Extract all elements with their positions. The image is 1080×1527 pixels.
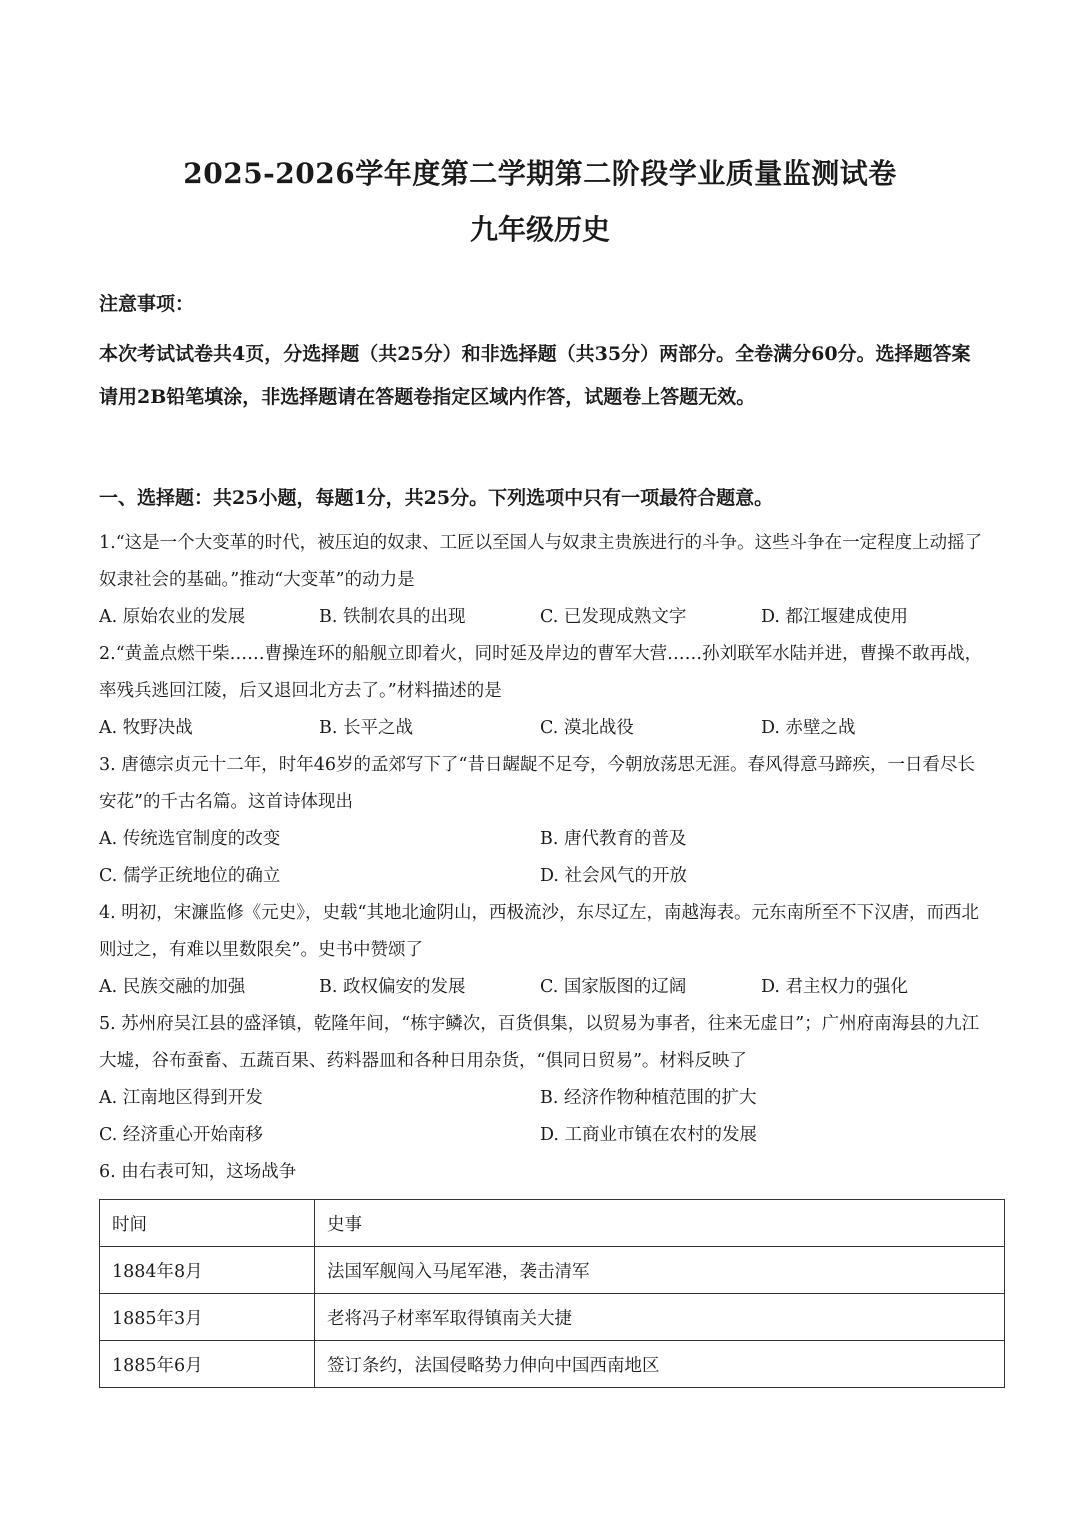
table-cell-time: 1885年6月 xyxy=(100,1341,315,1388)
question-5-option-d: D. 工商业市镇在农村的发展 xyxy=(540,1125,758,1145)
table-row xyxy=(100,1247,1005,1294)
table-cell-time: 1884年8月 xyxy=(100,1247,315,1294)
exam-subtitle: 九年级历史 xyxy=(469,213,610,246)
question-1-options xyxy=(99,599,999,636)
question-1-stem: 1.“这是一个大变革的时代，被压迫的奴隶、工匠以至国人与奴隶主贵族进行的斗争。这些斗争在一定程度上动摇了奴隶社会的基础。”推动“大变革”的动力是 xyxy=(99,533,983,590)
question-5-option-b: B. 经济作物种植范围的扩大 xyxy=(540,1088,757,1108)
question-1-option-c: C. 已发现成熟文字 xyxy=(540,607,687,627)
question-4-option-a: A. 民族交融的加强 xyxy=(99,977,246,997)
question-5-option-a: A. 江南地区得到开发 xyxy=(99,1088,263,1108)
question-2-options xyxy=(99,710,999,747)
question-2-option-a: A. 牧野决战 xyxy=(99,718,193,738)
history-table xyxy=(99,1199,1005,1388)
table-cell-event: 签订条约，法国侵略势力伸向中国西南地区 xyxy=(315,1341,1005,1388)
table-row xyxy=(100,1294,1005,1341)
table-header-time: 时间 xyxy=(100,1200,315,1247)
question-1-option-d: D. 都江堰建成使用 xyxy=(761,607,909,627)
question-5-option-c: C. 经济重心开始南移 xyxy=(99,1125,263,1145)
question-2-option-d: D. 赤壁之战 xyxy=(761,718,856,738)
exam-title: 2025-2026学年度第二学期第二阶段学业质量监测试卷 xyxy=(183,157,897,190)
question-1-option-a: A. 原始农业的发展 xyxy=(99,607,246,627)
question-3-options-row2 xyxy=(99,858,999,895)
section-title: 一、选择题：共25小题，每题1分，共25分。下列选项中只有一项最符合题意。 xyxy=(99,487,774,509)
question-5-stem: 5. 苏州府吴江县的盛泽镇，乾隆年间，“栋宇鳞次，百货俱集，以贸易为事者，往来无虚日”；广州府南海县的九江大墟，谷布蚕畜、五蔬百果、药料器皿和各种日用杂货，“俱同日贸易”。材料反映了 xyxy=(99,1014,980,1071)
table-cell-event: 法国军舰闯入马尾军港，袭击清军 xyxy=(315,1247,1005,1294)
notice-title: 注意事项： xyxy=(99,293,195,315)
question-4-options xyxy=(99,969,999,1006)
notice-body: 本次考试试卷共4页，分选择题（共25分）和非选择题（共35分）两部分。全卷满分60分。选择题答案请用2B铅笔填涂，非选择题请在答题卷指定区域内作答，试题卷上答题无效。 xyxy=(99,343,971,408)
question-5-options-row1 xyxy=(99,1080,999,1117)
table-header-event: 史事 xyxy=(315,1200,1005,1247)
table-cell-time: 1885年3月 xyxy=(100,1294,315,1341)
table-header-row xyxy=(100,1200,1005,1247)
question-6-stem: 6. 由右表可知，这场战争 xyxy=(99,1162,297,1182)
question-3-options-row1 xyxy=(99,821,999,858)
question-4-option-d: D. 君主权力的强化 xyxy=(761,977,909,997)
question-3-stem: 3. 唐德宗贞元十二年，时年46岁的孟郊写下了“昔日龌龊不足夸，今朝放荡思无涯。春风得意马蹄疾，一日看尽长安花”的千古名篇。这首诗体现出 xyxy=(99,755,975,812)
table-cell-event: 老将冯子材率军取得镇南关大捷 xyxy=(315,1294,1005,1341)
question-1-option-b: B. 铁制农具的出现 xyxy=(319,607,466,627)
question-3-option-d: D. 社会风气的开放 xyxy=(540,866,688,886)
question-4-option-c: C. 国家版图的辽阔 xyxy=(540,977,687,997)
question-2-stem: 2.“黄盖点燃干柴……曹操连环的船舰立即着火，同时延及岸边的曹军大营……孙刘联军水陆并进，曹操不敢再战，率残兵逃回江陵，后又退回北方去了。”材料描述的是 xyxy=(99,644,983,701)
question-2-option-c: C. 漠北战役 xyxy=(540,718,634,738)
question-3-option-c: C. 儒学正统地位的确立 xyxy=(99,866,281,886)
question-3-option-a: A. 传统选官制度的改变 xyxy=(99,829,281,849)
question-4-stem: 4. 明初，宋濂监修《元史》，史载“其地北逾阴山，西极流沙，东尽辽左，南越海表。元东南所至不下汉唐，而西北则过之，有难以里数限矣”。史书中赞颂了 xyxy=(99,903,979,960)
question-4-option-b: B. 政权偏安的发展 xyxy=(319,977,466,997)
table-row xyxy=(100,1341,1005,1388)
question-3-option-b: B. 唐代教育的普及 xyxy=(540,829,687,849)
question-2-option-b: B. 长平之战 xyxy=(319,718,413,738)
question-5-options-row2 xyxy=(99,1117,999,1154)
